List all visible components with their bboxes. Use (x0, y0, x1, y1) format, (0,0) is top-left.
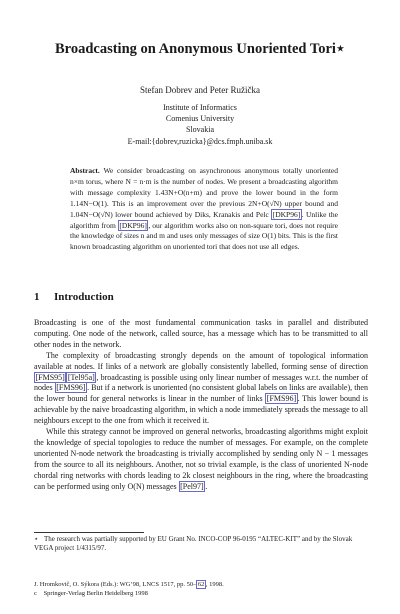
authors: Stefan Dobrev and Peter Ružička (140, 85, 260, 95)
paragraph-text: . But if a network is unoriented (no consistent global labels on links are available), then the lower bound for general networks is linear in the number of links (34, 383, 368, 404)
affiliation-country: Slovakia (186, 125, 214, 135)
paragraph-text: , broadcasting is possible using only linear number of messages w.r.t. the number of nodes (34, 372, 368, 393)
affiliation (20, 102, 380, 147)
publication-text: , 1998. (205, 581, 224, 588)
abstract (70, 166, 338, 253)
section-heading (34, 291, 114, 304)
paragraph-text: The complexity of broadcasting strongly depends on the amount of topological information available at nodes. If links of a network are globally consistently labelled, forming sense of direction (34, 350, 368, 371)
footnote-mark: ⋆ (34, 535, 39, 543)
page-link[interactable]: 62 (197, 581, 205, 588)
affiliation-university: Comenius University (165, 114, 235, 124)
affiliation-email: E-mail:{dobrev,ruzicka}@dcs.fmph.uniba.sk (127, 136, 273, 146)
abstract-label: Abstract. (70, 166, 100, 175)
paragraph-text: Broadcasting is one of the most fundamental communication tasks in parallel and distributed computing. One node of the network, called source, has a message which has to be transmitted to all other nodes in the network. (34, 318, 368, 349)
citation-link[interactable]: [DKP96] (119, 220, 147, 230)
paper-title: Broadcasting on Anonymous Unoriented Tori⋆ (54, 41, 345, 57)
copyright-line: c⃝ Springer-Verlag Berlin Heidelberg 1998 (34, 589, 148, 597)
paragraph (34, 351, 368, 427)
paragraph (34, 427, 368, 492)
citation-link[interactable]: [FMS95] (35, 372, 65, 382)
section-number: 1 (34, 291, 40, 303)
publication-citation (34, 581, 368, 590)
citation-link[interactable]: [FMS96] (56, 383, 86, 393)
publication-info (34, 581, 368, 598)
footnote (34, 535, 368, 553)
footnote-text: The research was partially supported by EU Grant No. INCO-COP 96-0195 “ALTEC-KIT” and by the Slovak VEGA project 1/4315/97. (34, 535, 353, 552)
paragraph (34, 318, 368, 351)
abstract-text-1: We consider broadcasting on asynchronous anonymous totally unoriented n×m torus, where N = n·m is the number of nodes. We present a broadcasting algorithm with message complexity 1.43N+O(n+m) and prove the lower bound in the form 1.14N−O(1). This is an improvement over the previous 2N+O(√N) upper bound and 1.04N−O(√N) lower bound achieved by Diks, Kranakis and Pelc (70, 166, 338, 219)
paragraph-text: While this strategy cannot be improved on general networks, broadcasting algorithms might exploit the knowledge of special topologies to reduce the number of messages. For example, on the complete unoriented N-node network the broadcasting is trivially accomplished by sending only N − 1 messages from the source to all its neighbours. Another, not so trivial example, is the class of unoriented N-node chordal ring networks with chords leading to 2k closest neighbours in the ring, where the broadcasting can be performed using only O(N) messages (34, 427, 368, 491)
abstract-text-3: , our algorithm works also on non-square tori, does not require the knowledge of sizes n and m and uses only messages of size O(1) bits. This is the first known broadcasting algorithm on unoriented tori that does not use all edges. (70, 220, 338, 252)
section-body (34, 318, 368, 493)
abstract-text-2: . Unlike the algorithm from (70, 209, 338, 230)
section-title: Introduction (54, 291, 114, 303)
paragraph-text: . (205, 481, 208, 491)
citation-link[interactable]: [Pel97] (180, 481, 204, 491)
citation-link[interactable]: [DKP96] (272, 209, 301, 219)
footnote-rule (34, 532, 144, 533)
affiliation-institute: Institute of Informatics (163, 103, 237, 112)
citation-link[interactable]: [FMS96] (266, 394, 297, 404)
publication-text: J. Hromkovič, O. Sýkora (Eds.): WG’98, LNCS 1517, pp. 50– (34, 581, 197, 588)
citation-link[interactable]: [Tel95a] (67, 372, 95, 382)
paragraph-text: . This lower bound is achievable by the naive broadcasting algorithm, in which a node immediately spreads the message to all neighbours except to the one from which it received it. (34, 394, 368, 426)
